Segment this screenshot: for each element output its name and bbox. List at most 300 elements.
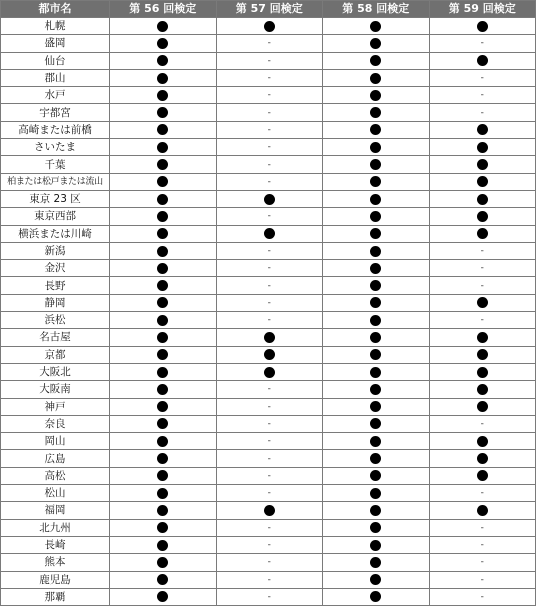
held-dot-icon	[370, 505, 381, 516]
held-dot-icon	[157, 384, 168, 395]
exam-status-cell	[323, 519, 430, 536]
table-row	[1, 225, 536, 242]
city-name-cell: 金沢	[1, 260, 110, 277]
exam-status-cell	[110, 156, 217, 173]
exam-status-cell	[110, 277, 217, 294]
held-dot-icon	[370, 263, 381, 274]
exam-status-cell	[216, 571, 323, 588]
city-name-cell: 新潟	[1, 242, 110, 259]
exam-status-cell	[110, 225, 217, 242]
exam-status-cell	[323, 294, 430, 311]
table-row	[1, 260, 536, 277]
held-dot-icon	[370, 107, 381, 118]
not-held-dash: -	[267, 90, 271, 101]
held-dot-icon	[157, 21, 168, 32]
held-dot-icon	[157, 332, 168, 343]
held-dot-icon	[157, 540, 168, 551]
city-name-cell: 長野	[1, 277, 110, 294]
city-name-cell: 岡山	[1, 433, 110, 450]
city-name-cell: 熊本	[1, 554, 110, 571]
city-name-cell: 水戸	[1, 87, 110, 104]
exam-status-cell	[323, 35, 430, 52]
city-name-cell: 松山	[1, 485, 110, 502]
exam-status-cell	[323, 433, 430, 450]
exam-status-cell	[216, 277, 323, 294]
exam-status-cell	[429, 35, 536, 52]
held-dot-icon	[157, 297, 168, 308]
table-row	[1, 156, 536, 173]
city-name-cell: 京都	[1, 346, 110, 363]
held-dot-icon	[370, 470, 381, 481]
exam-status-cell	[216, 485, 323, 502]
held-dot-icon	[477, 228, 488, 239]
held-dot-icon	[370, 194, 381, 205]
exam-status-cell	[429, 502, 536, 519]
table-row	[1, 450, 536, 467]
held-dot-icon	[157, 436, 168, 447]
not-held-dash: -	[267, 55, 271, 66]
exam-status-cell	[110, 571, 217, 588]
held-dot-icon	[370, 574, 381, 585]
table-row	[1, 433, 536, 450]
held-dot-icon	[157, 418, 168, 429]
exam-status-cell	[323, 346, 430, 363]
held-dot-icon	[157, 557, 168, 568]
held-dot-icon	[157, 246, 168, 257]
not-held-dash: -	[267, 246, 271, 256]
city-name-cell: 神戸	[1, 398, 110, 415]
table-row	[1, 208, 536, 225]
exam-status-cell	[429, 225, 536, 242]
table-row	[1, 467, 536, 484]
exam-status-cell	[216, 18, 323, 35]
exam-status-cell	[429, 121, 536, 138]
exam-status-cell	[429, 242, 536, 259]
exam-status-cell	[110, 398, 217, 415]
table-row	[1, 329, 536, 346]
held-dot-icon	[477, 21, 488, 32]
not-held-dash: -	[480, 246, 484, 256]
city-name-cell: 那覇	[1, 588, 110, 605]
table-row	[1, 190, 536, 207]
city-name-cell: 広島	[1, 450, 110, 467]
not-held-dash: -	[480, 522, 484, 533]
exam-status-cell	[110, 294, 217, 311]
held-dot-icon	[370, 349, 381, 360]
not-held-dash: -	[267, 522, 271, 533]
exam-status-cell	[323, 242, 430, 259]
city-name-cell: 東京 23 区	[1, 190, 110, 207]
exam-status-cell	[216, 225, 323, 242]
not-held-dash: -	[480, 73, 484, 84]
table-row	[1, 363, 536, 380]
exam-status-cell	[429, 173, 536, 190]
exam-status-cell	[110, 87, 217, 104]
city-name-cell: 大阪南	[1, 381, 110, 398]
exam-status-cell	[110, 190, 217, 207]
held-dot-icon	[157, 159, 168, 170]
exam-status-cell	[216, 312, 323, 329]
city-name-cell: 名古屋	[1, 329, 110, 346]
not-held-dash: -	[480, 38, 484, 49]
held-dot-icon	[157, 73, 168, 84]
exam-status-cell	[429, 485, 536, 502]
exam-status-cell	[216, 173, 323, 190]
table-body	[1, 18, 536, 606]
exam-status-cell	[110, 415, 217, 432]
held-dot-icon	[370, 55, 381, 66]
exam-status-cell	[323, 190, 430, 207]
table-row	[1, 381, 536, 398]
city-name-cell: 高松	[1, 467, 110, 484]
city-name-cell: 東京西部	[1, 208, 110, 225]
exam-status-cell	[323, 104, 430, 121]
held-dot-icon	[477, 453, 488, 464]
held-dot-icon	[264, 194, 275, 205]
held-dot-icon	[157, 470, 168, 481]
header-city: 都市名	[1, 1, 110, 18]
table-row	[1, 588, 536, 605]
not-held-dash: -	[267, 73, 271, 84]
held-dot-icon	[477, 401, 488, 412]
exam-status-cell	[110, 35, 217, 52]
table-row	[1, 87, 536, 104]
not-held-dash: -	[267, 124, 271, 135]
exam-status-cell	[110, 363, 217, 380]
exam-status-cell	[110, 173, 217, 190]
held-dot-icon	[264, 21, 275, 32]
city-name-cell: 柏または松戸または流山	[1, 173, 110, 190]
not-held-dash: -	[267, 142, 271, 153]
city-name-cell: 千葉	[1, 156, 110, 173]
not-held-dash: -	[267, 211, 271, 222]
exam-status-cell	[216, 398, 323, 415]
exam-status-cell	[429, 450, 536, 467]
exam-status-cell	[216, 35, 323, 52]
exam-status-cell	[323, 329, 430, 346]
not-held-dash: -	[480, 263, 484, 274]
exam-status-cell	[110, 312, 217, 329]
table-row	[1, 52, 536, 69]
held-dot-icon	[370, 211, 381, 222]
not-held-dash: -	[267, 436, 271, 447]
exam-status-cell	[429, 398, 536, 415]
exam-status-cell	[216, 190, 323, 207]
not-held-dash: -	[267, 263, 271, 274]
held-dot-icon	[370, 280, 381, 291]
exam-status-cell	[429, 52, 536, 69]
held-dot-icon	[370, 418, 381, 429]
exam-status-cell	[216, 69, 323, 86]
exam-status-cell	[216, 294, 323, 311]
header-row	[1, 1, 536, 18]
exam-status-cell	[429, 381, 536, 398]
exam-status-cell	[323, 208, 430, 225]
exam-status-cell	[323, 571, 430, 588]
held-dot-icon	[477, 367, 488, 378]
exam-status-cell	[110, 18, 217, 35]
exam-status-cell	[429, 519, 536, 536]
exam-status-cell	[110, 121, 217, 138]
not-held-dash: -	[267, 418, 271, 429]
held-dot-icon	[157, 176, 168, 187]
exam-status-cell	[323, 536, 430, 553]
held-dot-icon	[264, 505, 275, 516]
header-exam-59: 第 59 回検定	[429, 1, 536, 18]
held-dot-icon	[477, 384, 488, 395]
not-held-dash: -	[267, 38, 271, 49]
exam-status-cell	[323, 398, 430, 415]
exam-status-cell	[323, 260, 430, 277]
held-dot-icon	[370, 367, 381, 378]
not-held-dash: -	[480, 418, 484, 429]
held-dot-icon	[157, 401, 168, 412]
city-name-cell: 大阪北	[1, 363, 110, 380]
not-held-dash: -	[267, 540, 271, 551]
header-exam-56: 第 56 回検定	[110, 1, 217, 18]
not-held-dash: -	[267, 574, 271, 585]
table-row	[1, 415, 536, 432]
held-dot-icon	[477, 176, 488, 187]
held-dot-icon	[370, 384, 381, 395]
exam-status-cell	[216, 588, 323, 605]
exam-status-cell	[110, 588, 217, 605]
exam-status-cell	[429, 87, 536, 104]
exam-status-cell	[110, 519, 217, 536]
exam-status-cell	[323, 87, 430, 104]
city-name-cell: 宇都宮	[1, 104, 110, 121]
exam-status-cell	[429, 588, 536, 605]
table-row	[1, 139, 536, 156]
city-name-cell: 郡山	[1, 69, 110, 86]
held-dot-icon	[370, 38, 381, 49]
exam-status-cell	[323, 415, 430, 432]
exam-status-cell	[216, 519, 323, 536]
exam-status-cell	[110, 450, 217, 467]
held-dot-icon	[264, 332, 275, 343]
held-dot-icon	[477, 55, 488, 66]
held-dot-icon	[370, 21, 381, 32]
exam-status-cell	[429, 69, 536, 86]
exam-status-cell	[216, 52, 323, 69]
exam-status-cell	[110, 208, 217, 225]
held-dot-icon	[477, 297, 488, 308]
held-dot-icon	[157, 263, 168, 274]
held-dot-icon	[157, 505, 168, 516]
exam-status-cell	[429, 415, 536, 432]
exam-status-cell	[110, 242, 217, 259]
table-row	[1, 104, 536, 121]
exam-status-cell	[216, 363, 323, 380]
exam-status-cell	[216, 467, 323, 484]
not-held-dash: -	[480, 107, 484, 118]
held-dot-icon	[264, 349, 275, 360]
held-dot-icon	[477, 332, 488, 343]
exam-status-cell	[110, 381, 217, 398]
table-header	[1, 1, 536, 18]
exam-status-cell	[323, 52, 430, 69]
city-name-cell: 仙台	[1, 52, 110, 69]
city-name-cell: 奈良	[1, 415, 110, 432]
exam-status-cell	[429, 260, 536, 277]
not-held-dash: -	[267, 280, 271, 291]
exam-status-cell	[216, 536, 323, 553]
exam-status-cell	[323, 485, 430, 502]
exam-status-cell	[323, 69, 430, 86]
exam-status-cell	[110, 536, 217, 553]
table-row	[1, 554, 536, 571]
exam-status-cell	[429, 156, 536, 173]
table-row	[1, 536, 536, 553]
held-dot-icon	[157, 280, 168, 291]
city-name-cell: 静岡	[1, 294, 110, 311]
held-dot-icon	[370, 246, 381, 257]
exam-status-cell	[323, 588, 430, 605]
exam-status-cell	[216, 104, 323, 121]
not-held-dash: -	[267, 401, 271, 412]
exam-status-cell	[216, 381, 323, 398]
exam-status-cell	[110, 433, 217, 450]
exam-status-cell	[429, 104, 536, 121]
exam-status-cell	[429, 363, 536, 380]
exam-status-cell	[110, 502, 217, 519]
not-held-dash: -	[267, 557, 271, 568]
exam-status-cell	[110, 485, 217, 502]
exam-status-cell	[110, 467, 217, 484]
held-dot-icon	[477, 124, 488, 135]
exam-status-cell	[323, 467, 430, 484]
exam-status-cell	[429, 294, 536, 311]
city-name-cell: 浜松	[1, 312, 110, 329]
exam-status-cell	[429, 277, 536, 294]
held-dot-icon	[370, 297, 381, 308]
exam-status-cell	[429, 208, 536, 225]
held-dot-icon	[370, 522, 381, 533]
exam-status-cell	[216, 502, 323, 519]
held-dot-icon	[157, 228, 168, 239]
exam-status-cell	[216, 554, 323, 571]
held-dot-icon	[370, 557, 381, 568]
held-dot-icon	[477, 505, 488, 516]
table-row	[1, 173, 536, 190]
held-dot-icon	[157, 591, 168, 602]
exam-status-cell	[429, 139, 536, 156]
city-name-cell: 高崎または前橋	[1, 121, 110, 138]
held-dot-icon	[157, 349, 168, 360]
held-dot-icon	[370, 228, 381, 239]
city-name-cell: 福岡	[1, 502, 110, 519]
exam-status-cell	[216, 415, 323, 432]
city-name-cell: 北九州	[1, 519, 110, 536]
not-held-dash: -	[267, 107, 271, 118]
table-row	[1, 18, 536, 35]
held-dot-icon	[370, 488, 381, 499]
held-dot-icon	[370, 124, 381, 135]
table-row	[1, 277, 536, 294]
exam-status-cell	[323, 312, 430, 329]
held-dot-icon	[370, 453, 381, 464]
exam-status-cell	[216, 87, 323, 104]
held-dot-icon	[157, 55, 168, 66]
held-dot-icon	[157, 367, 168, 378]
exam-status-cell	[110, 104, 217, 121]
exam-status-cell	[323, 121, 430, 138]
exam-status-cell	[429, 433, 536, 450]
held-dot-icon	[157, 38, 168, 49]
not-held-dash: -	[267, 297, 271, 308]
exam-status-cell	[110, 329, 217, 346]
exam-status-cell	[429, 312, 536, 329]
exam-status-cell	[429, 536, 536, 553]
held-dot-icon	[370, 540, 381, 551]
exam-status-cell	[323, 18, 430, 35]
held-dot-icon	[370, 142, 381, 153]
held-dot-icon	[477, 436, 488, 447]
table-row	[1, 69, 536, 86]
exam-status-cell	[216, 208, 323, 225]
table-row	[1, 519, 536, 536]
exam-status-cell	[110, 69, 217, 86]
held-dot-icon	[370, 90, 381, 101]
exam-status-cell	[429, 329, 536, 346]
exam-status-cell	[216, 346, 323, 363]
exam-status-cell	[323, 277, 430, 294]
exam-status-cell	[216, 260, 323, 277]
held-dot-icon	[477, 159, 488, 170]
not-held-dash: -	[480, 557, 484, 568]
held-dot-icon	[477, 211, 488, 222]
held-dot-icon	[370, 315, 381, 326]
held-dot-icon	[157, 522, 168, 533]
not-held-dash: -	[480, 280, 484, 291]
held-dot-icon	[157, 124, 168, 135]
held-dot-icon	[157, 211, 168, 222]
held-dot-icon	[157, 453, 168, 464]
held-dot-icon	[477, 194, 488, 205]
not-held-dash: -	[480, 574, 484, 585]
table-row	[1, 571, 536, 588]
exam-status-cell	[110, 260, 217, 277]
held-dot-icon	[370, 332, 381, 343]
table-row	[1, 242, 536, 259]
exam-status-cell	[216, 139, 323, 156]
exam-status-cell	[323, 554, 430, 571]
city-name-cell: 横浜または川崎	[1, 225, 110, 242]
not-held-dash: -	[480, 591, 484, 602]
held-dot-icon	[370, 159, 381, 170]
city-name-cell: 鹿児島	[1, 571, 110, 588]
table-row	[1, 398, 536, 415]
held-dot-icon	[370, 73, 381, 84]
held-dot-icon	[157, 574, 168, 585]
city-name-cell: さいたま	[1, 139, 110, 156]
exam-status-cell	[323, 381, 430, 398]
held-dot-icon	[264, 367, 275, 378]
held-dot-icon	[370, 401, 381, 412]
exam-status-cell	[323, 156, 430, 173]
held-dot-icon	[477, 349, 488, 360]
held-dot-icon	[477, 470, 488, 481]
not-held-dash: -	[267, 470, 271, 481]
table-row	[1, 502, 536, 519]
header-exam-58: 第 58 回検定	[323, 1, 430, 18]
city-name-cell: 札幌	[1, 18, 110, 35]
not-held-dash: -	[480, 90, 484, 101]
not-held-dash: -	[267, 453, 271, 464]
exam-status-cell	[323, 502, 430, 519]
table-row	[1, 346, 536, 363]
exam-status-cell	[323, 225, 430, 242]
